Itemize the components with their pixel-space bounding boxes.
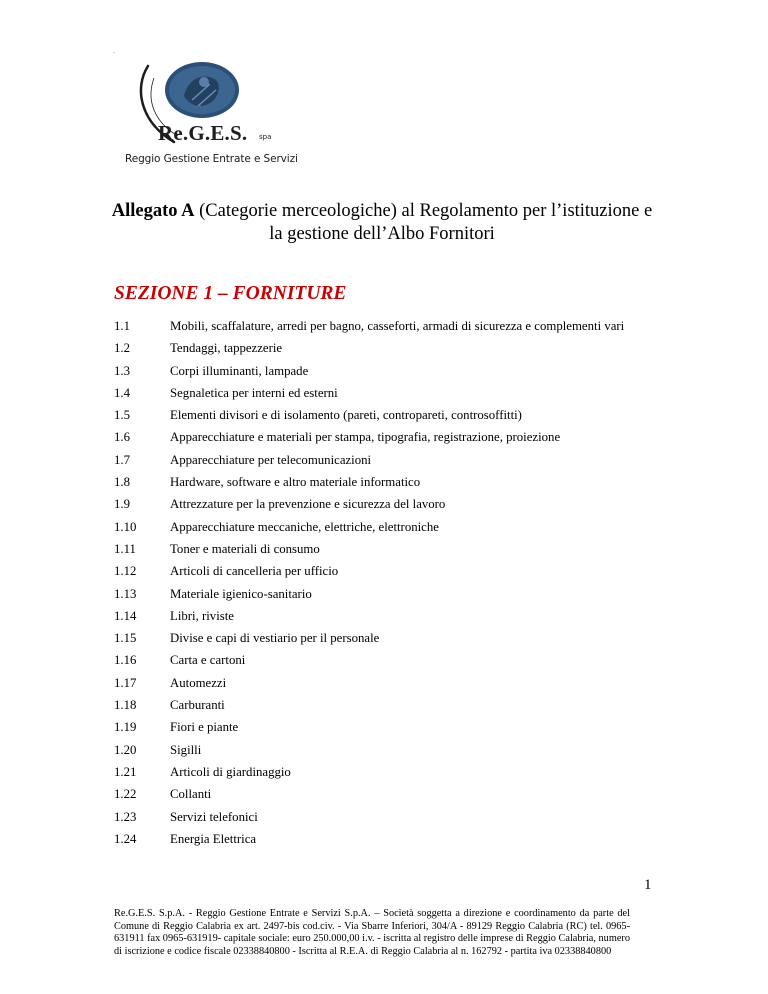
item-number: 1.8 — [114, 475, 130, 490]
item-label: Carta e cartoni — [170, 653, 246, 668]
item-label: Tendaggi, tappezzerie — [170, 341, 283, 356]
item-number: 1.21 — [114, 764, 137, 779]
item-label: Articoli di cancelleria per ufficio — [170, 564, 339, 579]
document-title — [60, 200, 704, 246]
item-number: 1.10 — [114, 519, 137, 534]
item-label: Servizi telefonici — [170, 809, 258, 824]
page-number: 1 — [644, 877, 652, 893]
list-item — [114, 627, 624, 649]
list-item — [114, 761, 624, 783]
item-number: 1.19 — [114, 720, 137, 735]
item-number: 1.3 — [114, 363, 130, 378]
logo-wordmark: Re.G.E.S. — [158, 121, 248, 145]
list-item — [114, 315, 624, 337]
item-number: 1.22 — [114, 787, 137, 802]
item-label: Fiori e piante — [170, 720, 239, 735]
item-label: Toner e materiali di consumo — [170, 541, 320, 556]
item-number: 1.5 — [114, 408, 130, 423]
list-item — [114, 649, 624, 671]
list-item — [114, 360, 624, 382]
item-label: Divise e capi di vestiario per il personale — [170, 631, 380, 646]
list-item — [114, 672, 624, 694]
list-item — [114, 382, 624, 404]
list-item — [114, 560, 624, 582]
list-item — [114, 828, 624, 850]
item-label: Carburanti — [170, 698, 225, 713]
item-label: Collanti — [170, 787, 212, 802]
list-item — [114, 426, 624, 448]
item-number: 1.13 — [114, 586, 137, 601]
category-list — [114, 315, 624, 850]
list-item — [114, 783, 624, 805]
item-number: 1.15 — [114, 631, 137, 646]
item-number: 1.24 — [114, 831, 137, 846]
logo-suffix: spa — [259, 133, 272, 141]
item-label: Mobili, scaffalature, arredi per bagno, casseforti, armadi di sicurezza e complementi vari — [170, 319, 625, 333]
item-label: Apparecchiature e materiali per stampa, tipografia, registrazione, proiezione — [170, 430, 561, 445]
item-label: Libri, riviste — [170, 608, 234, 623]
item-number: 1.16 — [114, 653, 137, 668]
list-item — [114, 404, 624, 426]
header-dot: . — [113, 47, 115, 55]
item-number: 1.2 — [114, 341, 130, 356]
item-label: Energia Elettrica — [170, 831, 257, 846]
item-label: Materiale igienico-sanitario — [170, 586, 312, 601]
item-label: Automezzi — [170, 675, 227, 690]
item-number: 1.17 — [114, 675, 137, 690]
list-item — [114, 739, 624, 761]
item-number: 1.12 — [114, 564, 137, 579]
item-label: Attrezzature per la prevenzione e sicurezza del lavoro — [170, 497, 446, 512]
list-item — [114, 538, 624, 560]
item-label: Hardware, software e altro materiale informatico — [170, 475, 421, 490]
item-label: Corpi illuminanti, lampade — [170, 363, 309, 378]
list-item — [114, 471, 624, 493]
item-number: 1.9 — [114, 497, 130, 512]
item-number: 1.7 — [114, 452, 130, 467]
item-label: Apparecchiature per telecomunicazioni — [170, 452, 372, 467]
title-bold: Allegato A — [111, 201, 195, 221]
item-label: Elementi divisori e di isolamento (pareti, contropareti, controsoffitti) — [170, 408, 522, 423]
item-label: Apparecchiature meccaniche, elettriche, elettroniche — [170, 519, 439, 534]
item-label: Sigilli — [170, 742, 202, 757]
list-item — [114, 583, 624, 605]
item-number: 1.20 — [114, 742, 137, 757]
item-number: 1.14 — [114, 608, 137, 623]
list-item — [114, 493, 624, 515]
item-number: 1.18 — [114, 698, 137, 713]
list-item — [114, 716, 624, 738]
list-item — [114, 516, 624, 538]
title-line1: (Categorie merceologiche) al Regolamento per l’istituzione e — [194, 201, 653, 221]
item-number: 1.6 — [114, 430, 130, 445]
item-label: Articoli di giardinaggio — [170, 764, 291, 779]
item-number: 1.4 — [114, 385, 130, 400]
section-title: SEZIONE 1 – FORNITURE — [114, 283, 347, 304]
footer-text: Re.G.E.S. S.p.A. - Reggio Gestione Entrate e Servizi S.p.A. – Società soggetta a direzione e coordinamento da parte del Comune di Reggio Calabria ex art. 2497-bis cod.civ. - Via Sbarre Inferiori, 304/A - 89129 Reggio Calabria (RC) tel. 0965-631911 fax 0965-631919- capitale sociale: euro 250.000,00 i.v. - iscritta al registro delle imprese di Reggio Calabria, numero di iscrizione e codice fiscale 02338840800 - Iscritta al R.E.A. di Reggio Calabria al n. 162792 - partita iva 02338840800 — [114, 908, 630, 957]
item-number: 1.11 — [114, 541, 136, 556]
list-item — [114, 449, 624, 471]
logo-graphic — [112, 60, 322, 155]
list-item — [114, 605, 624, 627]
title-line2: la gestione dell’Albo Fornitori — [269, 224, 495, 244]
item-label: Segnaletica per interni ed esterni — [170, 385, 338, 400]
item-number: 1.23 — [114, 809, 137, 824]
list-item — [114, 337, 624, 359]
list-item — [114, 806, 624, 828]
item-number: 1.1 — [114, 319, 130, 333]
list-item — [114, 694, 624, 716]
logo-tagline: Reggio Gestione Entrate e Servizi — [125, 153, 298, 165]
